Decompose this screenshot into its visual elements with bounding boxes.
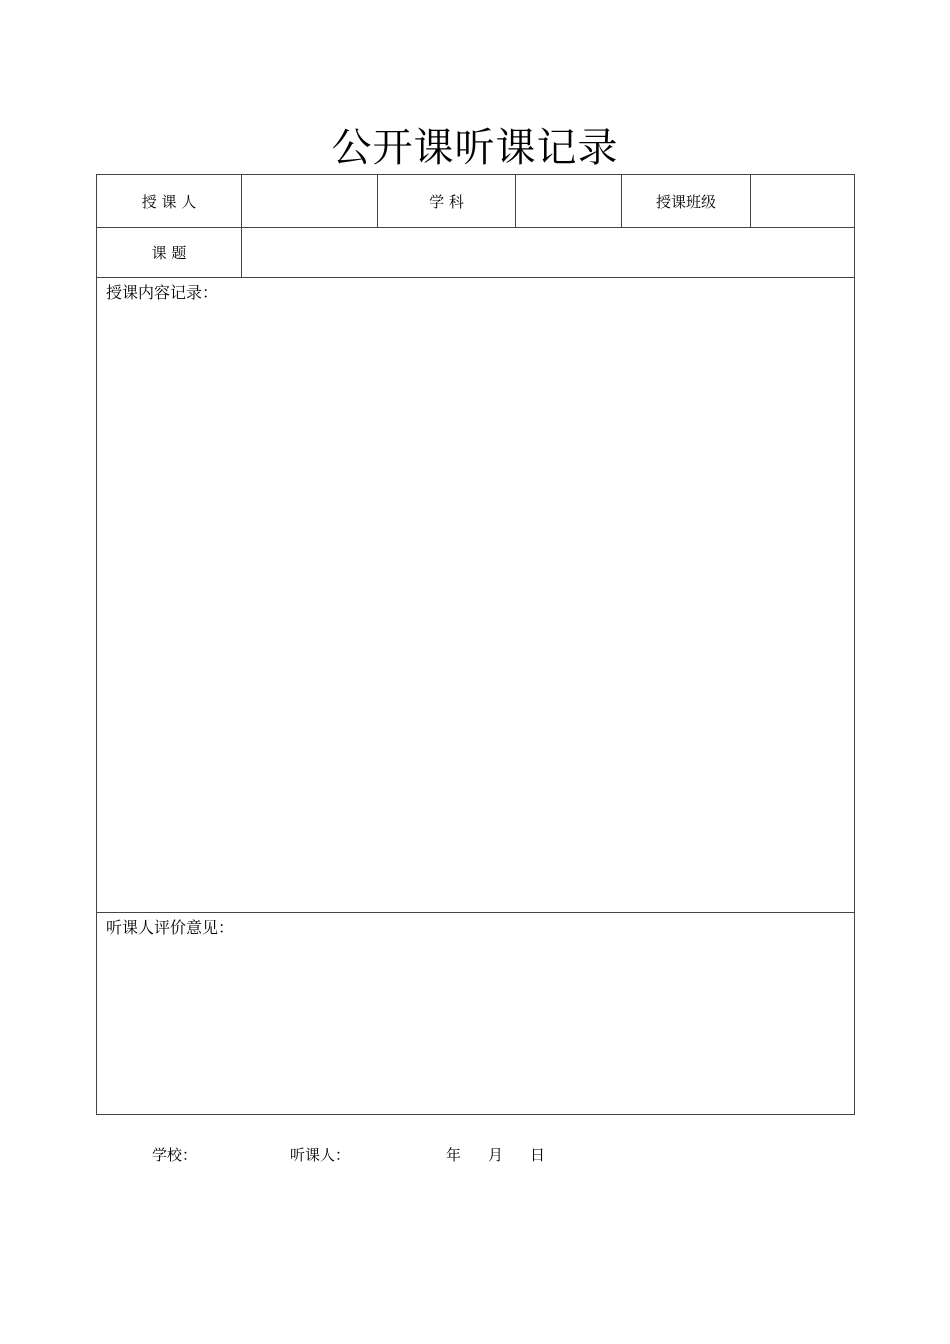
teacher-label: 授 课 人 — [97, 175, 242, 228]
header-row — [97, 175, 855, 228]
day-label: 日 — [530, 1146, 546, 1164]
class-label: 授课班级 — [622, 175, 751, 228]
evaluation-label: 听课人评价意见： — [106, 918, 235, 937]
content-record-label: 授课内容记录： — [106, 283, 219, 302]
evaluation-row — [97, 913, 855, 1115]
topic-field[interactable] — [242, 228, 855, 278]
topic-row — [97, 228, 855, 278]
content-record-area[interactable] — [97, 278, 855, 913]
year-label: 年 — [446, 1146, 462, 1164]
lesson-record-table — [96, 174, 855, 1115]
topic-label: 课 题 — [97, 228, 242, 278]
content-row — [97, 278, 855, 913]
document-title: 公开课听课记录 — [331, 125, 619, 171]
month-label: 月 — [488, 1146, 504, 1164]
class-field[interactable] — [751, 175, 855, 228]
school-label: 学校： — [152, 1146, 198, 1164]
evaluation-area[interactable] — [97, 913, 855, 1115]
subject-label: 学 科 — [378, 175, 516, 228]
listener-label: 听课人： — [290, 1146, 351, 1164]
subject-field[interactable] — [516, 175, 622, 228]
teacher-field[interactable] — [242, 175, 378, 228]
